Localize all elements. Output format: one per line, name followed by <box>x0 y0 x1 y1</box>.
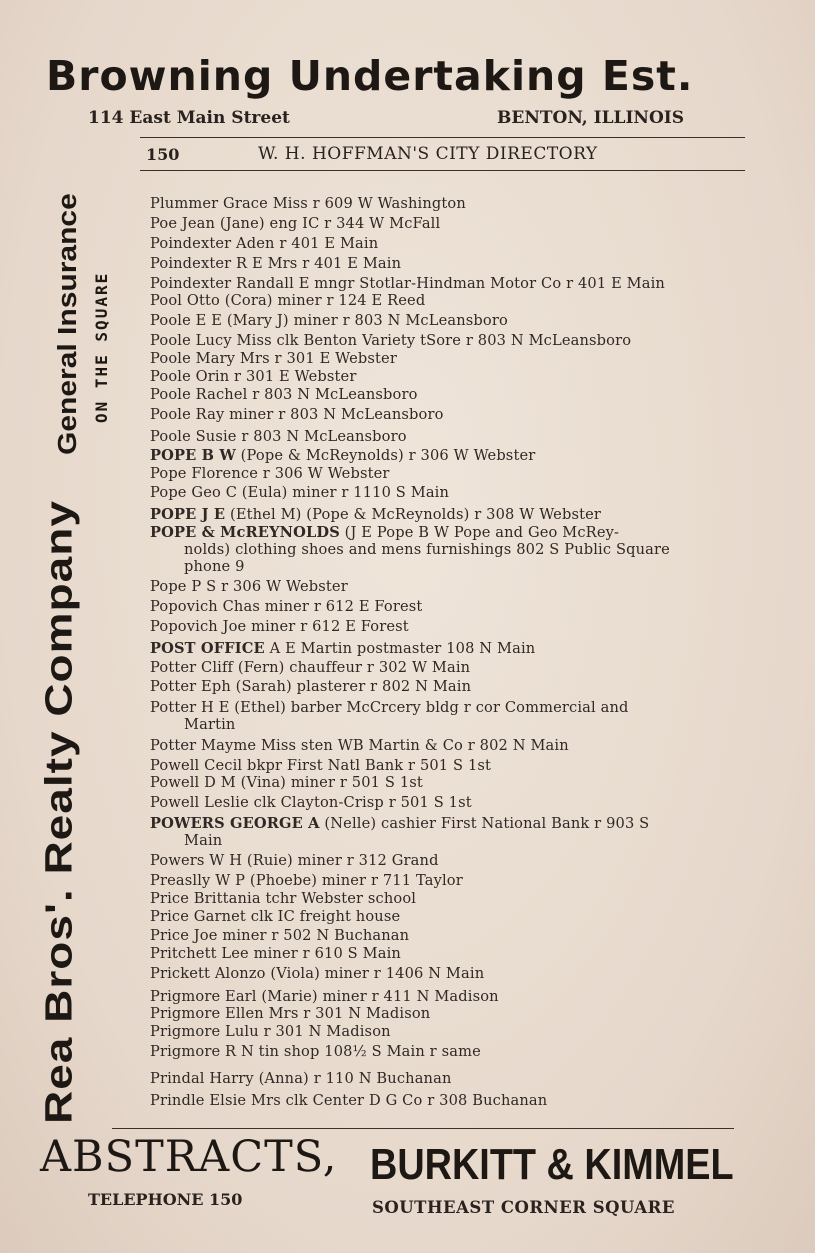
bottom-ad-location: SOUTHEAST CORNER SQUARE <box>372 1198 675 1217</box>
directory-entry <box>150 1005 430 1022</box>
top-ad-title: Browning Undertaking Est. <box>46 52 694 100</box>
entry-details: miner r 1110 S Main <box>287 484 450 501</box>
entry-details: tin shop 108½ S Main r same <box>253 1043 481 1060</box>
entry-name: POPE J E <box>150 506 226 523</box>
entry-name: Prigmore Lulu <box>150 1023 259 1040</box>
entry-details: miner r 610 S Main <box>248 945 401 962</box>
entry-details: r 803 N McLeansboro <box>247 386 418 403</box>
entry-name: POST OFFICE <box>150 640 265 657</box>
entry-details: tchr Webster school <box>260 890 417 907</box>
side-ad-square: ON THE SQUARE <box>92 271 111 423</box>
entry-details: clk IC freight house <box>245 908 401 925</box>
entry-name: Plummer Grace Miss <box>150 195 308 212</box>
entry-name: Pope Geo C (Eula) <box>150 484 288 501</box>
entry-continuation: Main <box>184 832 223 849</box>
entry-details: chauffeur r 302 W Main <box>284 659 471 676</box>
bottom-divider <box>112 1128 734 1129</box>
entry-name: Poole Orin <box>150 368 230 385</box>
entry-name: Prickett Alonzo (Viola) <box>150 965 320 982</box>
entry-name: Poole Lucy Miss <box>150 332 272 349</box>
entry-name: Preaslly W P (Phoebe) <box>150 872 318 889</box>
directory-entry <box>150 275 665 292</box>
entry-name: Poole Rachel <box>150 386 248 403</box>
entry-details: miner r 612 E Forest <box>259 598 423 615</box>
entry-details: eng IC r 344 W McFall <box>264 215 441 232</box>
entry-name: POWERS GEORGE A <box>150 815 320 832</box>
entry-name: Poindexter R E Mrs <box>150 255 298 272</box>
directory-entry <box>150 235 378 252</box>
entry-details: clk Clayton-Crisp r 501 S 1st <box>248 794 472 811</box>
entry-name: Pool Otto (Cora) <box>150 292 273 309</box>
bottom-ad-firm: BURKITT & KIMMEL <box>370 1140 734 1189</box>
directory-entry <box>150 872 463 889</box>
bottom-ad-abstracts: ABSTRACTS, <box>40 1132 338 1182</box>
entry-name: Poindexter Randall E <box>150 275 310 292</box>
directory-entry <box>150 428 407 445</box>
entry-name: Prindal Harry (Anna) <box>150 1070 309 1087</box>
entry-details: miner r 501 S 1st <box>286 774 423 791</box>
entry-details: r 609 W Washington <box>307 195 466 212</box>
side-ad-insurance: General Insurance <box>54 193 83 455</box>
entry-details: r 301 N Madison <box>298 1005 431 1022</box>
directory-entry <box>150 640 535 657</box>
directory-entry <box>150 1043 481 1060</box>
entry-name: Pope P S <box>150 578 217 595</box>
directory-entry <box>150 678 471 695</box>
entry-details: r 803 N McLeansboro <box>236 428 407 445</box>
entry-name: Potter Cliff (Fern) <box>150 659 285 676</box>
entry-continuation: Martin <box>184 716 236 733</box>
directory-entry <box>150 255 401 272</box>
entry-name: Poe Jean (Jane) <box>150 215 265 232</box>
entry-name: Pritchett Lee <box>150 945 249 962</box>
directory-entry <box>150 794 472 811</box>
directory-entry <box>150 908 400 925</box>
entry-details: barber McCrcery bldg r cor Commercial and <box>285 699 629 716</box>
entry-name: Poindexter Aden <box>150 235 275 252</box>
directory-entry <box>150 465 390 482</box>
entry-details: r 306 W Webster <box>216 578 348 595</box>
directory-entry <box>150 890 416 907</box>
directory-entry <box>150 988 499 1005</box>
entry-name: Poole Mary Mrs <box>150 350 270 367</box>
entry-name: Poole E E (Mary J) <box>150 312 289 329</box>
entry-name: Price Garnet <box>150 908 246 925</box>
directory-entry <box>150 506 601 523</box>
directory-entry <box>150 368 356 385</box>
entry-name: Popovich Joe <box>150 618 247 635</box>
entry-name: Prigmore R N <box>150 1043 254 1060</box>
directory-entry <box>150 215 440 232</box>
entry-continuation: phone 9 <box>184 558 245 575</box>
directory-entry <box>150 447 535 464</box>
entry-details: miner r 124 E Reed <box>272 292 426 309</box>
entry-details: (Nelle) cashier First National Bank r 903 S <box>319 815 650 832</box>
entry-details: mngr Stotlar-Hindman Motor Co r 401 E Main <box>309 275 665 292</box>
entry-name: Potter Eph (Sarah) <box>150 678 292 695</box>
directory-entry <box>150 1092 547 1109</box>
entry-details: sten WB Martin & Co r 802 N Main <box>296 737 569 754</box>
directory-entry <box>150 699 629 733</box>
entry-details: r 301 N Madison <box>258 1023 391 1040</box>
directory-entry <box>150 815 649 849</box>
directory-entry <box>150 312 508 329</box>
entry-name: Powell D M (Vina) <box>150 774 287 791</box>
entry-details: r 401 E Main <box>274 235 379 252</box>
entry-details: miner r 1406 N Main <box>319 965 485 982</box>
entry-continuation: nolds) clothing shoes and mens furnishings 802 S Public Square <box>184 541 670 558</box>
entry-name: Powell Leslie <box>150 794 249 811</box>
entry-name: Poole Susie <box>150 428 237 445</box>
entry-details: (J E Pope B W Pope and Geo McRey- <box>339 524 620 541</box>
running-head: W. H. HOFFMAN'S CITY DIRECTORY <box>258 144 598 164</box>
entry-details: miner r 612 E Forest <box>246 618 409 635</box>
directory-entry <box>150 1023 391 1040</box>
entry-details: r 306 W Webster <box>257 465 390 482</box>
entry-details: (Pope & McReynolds) r 306 W Webster <box>235 447 536 464</box>
entry-details: r 401 E Main <box>297 255 402 272</box>
entry-name: Prindle Elsie Mrs <box>150 1092 281 1109</box>
directory-entry <box>150 386 418 403</box>
entry-details: miner r 411 N Madison <box>317 988 499 1005</box>
entry-details: miner r 312 Grand <box>292 852 439 869</box>
entry-details: miner r 803 N McLeansboro <box>224 406 444 423</box>
entry-name: Powell Cecil <box>150 757 243 774</box>
entry-name: POPE B W <box>150 447 236 464</box>
entry-details: r 110 N Buchanan <box>308 1070 452 1087</box>
directory-entry <box>150 659 470 676</box>
directory-entry <box>150 965 484 982</box>
entry-name: Potter Mayme Miss <box>150 737 297 754</box>
directory-entry <box>150 195 466 212</box>
directory-entry <box>150 484 449 501</box>
top-ad-city: BENTON, ILLINOIS <box>497 108 684 128</box>
entry-details: miner r 711 Taylor <box>317 872 463 889</box>
entry-name: Pope Florence <box>150 465 258 482</box>
directory-entry <box>150 945 401 962</box>
directory-entry <box>150 927 409 944</box>
entry-name: Popovich Chas <box>150 598 260 615</box>
page-number: 150 <box>146 145 180 164</box>
directory-entry <box>150 350 397 367</box>
directory-entry <box>150 737 569 754</box>
directory-entry <box>150 578 348 595</box>
entry-name: Powers W H (Ruie) <box>150 852 293 869</box>
directory-entry <box>150 292 425 309</box>
entry-details: miner r 502 N Buchanan <box>217 927 410 944</box>
entry-name: POPE & McREYNOLDS <box>150 524 340 541</box>
entry-details: r 301 E Webster <box>269 350 397 367</box>
bottom-ad-phone: TELEPHONE 150 <box>88 1190 243 1209</box>
directory-entry <box>150 524 670 575</box>
entry-details: (Ethel M) (Pope & McReynolds) r 308 W Webster <box>225 506 602 523</box>
entry-details: clk Center D G Co r 308 Buchanan <box>280 1092 548 1109</box>
directory-entry <box>150 757 491 774</box>
entry-details: miner r 803 N McLeansboro <box>288 312 508 329</box>
directory-entry <box>150 852 439 869</box>
entry-details: r 301 E Webster <box>229 368 357 385</box>
entry-name: Poole Ray <box>150 406 225 423</box>
directory-entry <box>150 774 423 791</box>
entry-name: Potter H E (Ethel) <box>150 699 286 716</box>
directory-entry <box>150 406 444 423</box>
entry-details: plasterer r 802 N Main <box>291 678 472 695</box>
entry-details: A E Martin postmaster 108 N Main <box>264 640 536 657</box>
entry-name: Price Brittania <box>150 890 261 907</box>
side-ad-realty: Rea Bros'. Realty Company <box>36 500 80 1124</box>
entry-name: Price Joe <box>150 927 218 944</box>
directory-entry <box>150 1070 452 1087</box>
entry-details: bkpr First Natl Bank r 501 S 1st <box>242 757 492 774</box>
entry-name: Prigmore Earl (Marie) <box>150 988 318 1005</box>
directory-entry <box>150 332 631 349</box>
entry-details: clk Benton Variety tSore r 803 N McLeansboro <box>271 332 632 349</box>
entry-name: Prigmore Ellen Mrs <box>150 1005 299 1022</box>
directory-entry <box>150 598 422 615</box>
top-ad-address: 114 East Main Street <box>88 108 290 128</box>
directory-entry <box>150 618 409 635</box>
